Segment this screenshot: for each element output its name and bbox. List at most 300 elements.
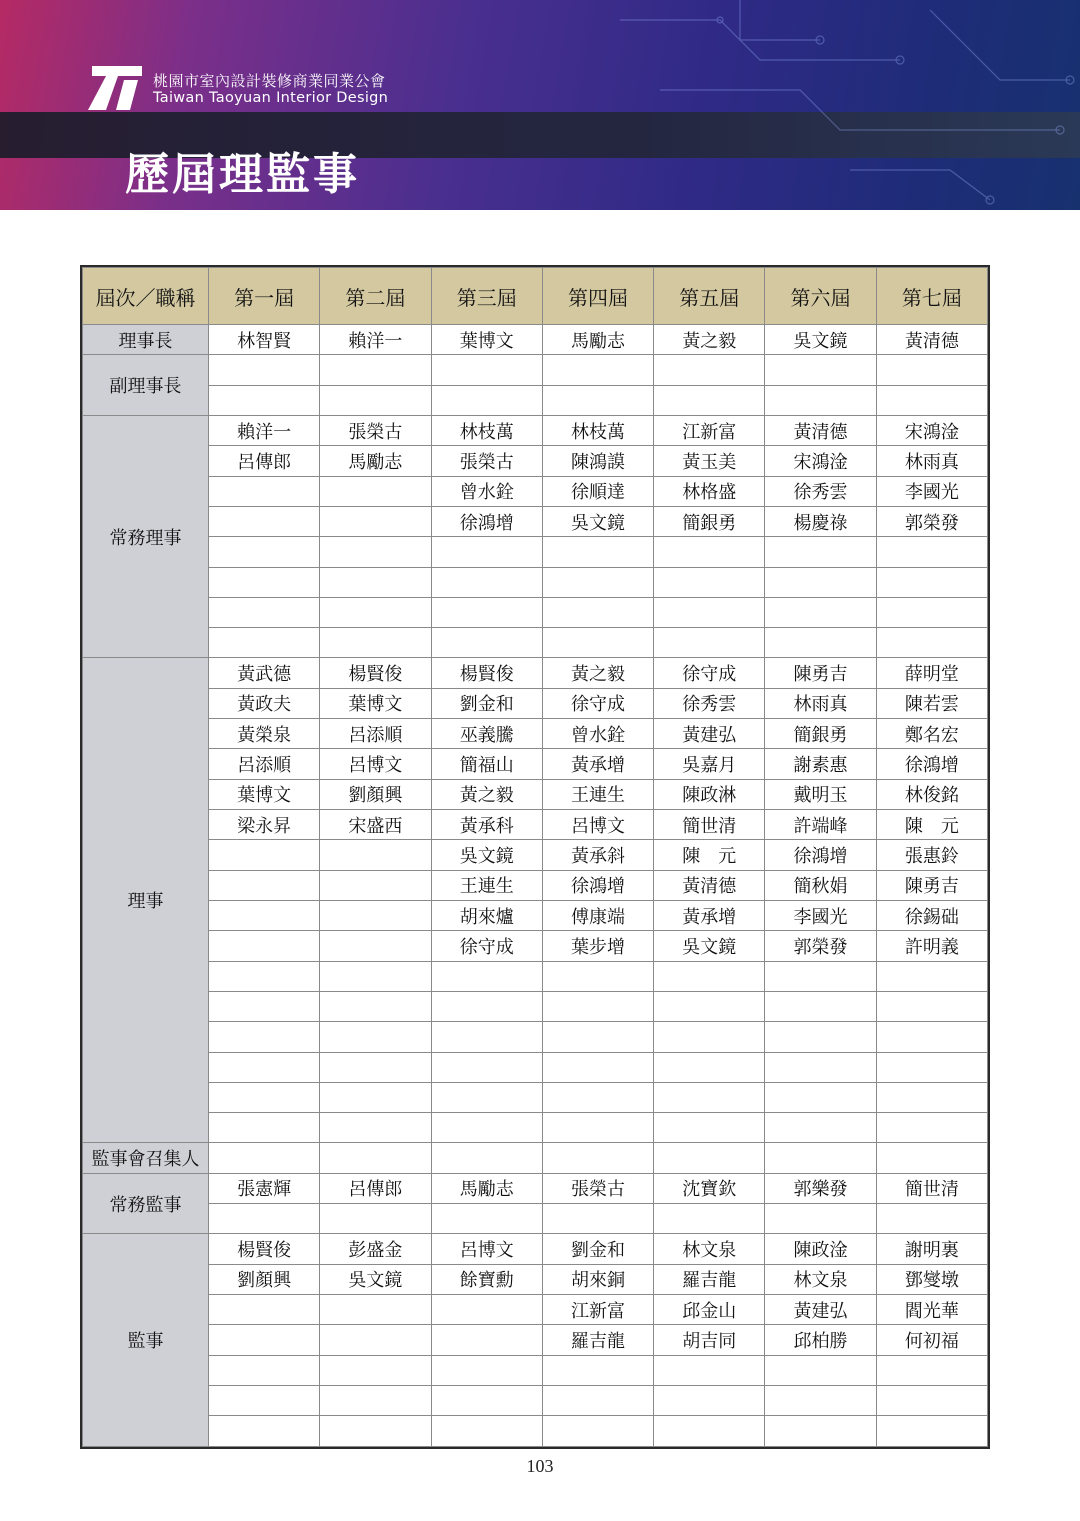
member-name-cell: 彭盛金 (320, 1234, 431, 1264)
member-name-cell: 林智賢 (209, 325, 320, 355)
member-name-cell: 徐鴻增 (542, 870, 653, 900)
member-name-cell (654, 991, 765, 1021)
member-name-cell (876, 1052, 987, 1082)
member-name-cell: 胡來爐 (431, 900, 542, 930)
member-name-cell: 葉步增 (542, 931, 653, 961)
member-name-cell: 吳文鏡 (431, 840, 542, 870)
table-row (83, 506, 988, 536)
table-row (83, 567, 988, 597)
member-name-cell: 吳文鏡 (320, 1264, 431, 1294)
member-name-cell: 邱柏勝 (765, 1325, 876, 1355)
member-name-cell: 徐鴻增 (431, 506, 542, 536)
member-name-cell: 徐守成 (542, 688, 653, 718)
member-name-cell: 黃清德 (654, 870, 765, 900)
member-name-cell (320, 870, 431, 900)
member-name-cell (542, 1355, 653, 1385)
member-name-cell (320, 900, 431, 930)
member-name-cell (431, 537, 542, 567)
member-name-cell (431, 1355, 542, 1385)
member-name-cell: 許端峰 (765, 810, 876, 840)
member-name-cell: 賴洋一 (209, 415, 320, 445)
table-row (83, 1143, 988, 1173)
member-name-cell (542, 991, 653, 1021)
member-name-cell (654, 567, 765, 597)
table-row (83, 810, 988, 840)
table-row (83, 900, 988, 930)
table-row (83, 749, 988, 779)
member-name-cell: 林格盛 (654, 476, 765, 506)
member-name-cell: 陳政淋 (654, 779, 765, 809)
member-name-cell (320, 1022, 431, 1052)
member-name-cell: 羅吉龍 (654, 1264, 765, 1294)
table-row (83, 415, 988, 445)
member-name-cell (320, 1325, 431, 1355)
member-name-cell: 餘寶勳 (431, 1264, 542, 1294)
member-name-cell: 沈寶欽 (654, 1173, 765, 1203)
member-name-cell (542, 1416, 653, 1447)
member-name-cell: 徐鴻增 (876, 749, 987, 779)
header-banner (0, 0, 1080, 210)
member-name-cell: 黃建弘 (765, 1295, 876, 1325)
member-name-cell (320, 1295, 431, 1325)
member-name-cell: 陳勇吉 (876, 870, 987, 900)
member-name-cell: 黃玉美 (654, 446, 765, 476)
member-name-cell (876, 1355, 987, 1385)
member-name-cell (320, 476, 431, 506)
member-name-cell: 江新富 (654, 415, 765, 445)
table-row (83, 931, 988, 961)
member-name-cell: 呂傳郎 (320, 1173, 431, 1203)
member-name-cell (209, 931, 320, 961)
table-row (83, 779, 988, 809)
member-name-cell: 鄧燮墩 (876, 1264, 987, 1294)
table-row (83, 1082, 988, 1112)
member-name-cell (765, 385, 876, 415)
member-name-cell (765, 1082, 876, 1112)
table-row (83, 1234, 988, 1264)
table-row (83, 1355, 988, 1385)
member-name-cell: 徐錫础 (876, 900, 987, 930)
member-name-cell (654, 628, 765, 658)
role-label: 副理事長 (83, 355, 209, 416)
table-row (83, 1022, 988, 1052)
member-name-cell (320, 840, 431, 870)
member-name-cell (209, 506, 320, 536)
member-name-cell (542, 1385, 653, 1415)
member-name-cell (431, 1325, 542, 1355)
page-title: 歷屆理監事 (125, 149, 360, 200)
member-name-cell: 黃之毅 (542, 658, 653, 688)
member-name-cell: 張榮古 (542, 1173, 653, 1203)
member-name-cell (209, 1082, 320, 1112)
member-name-cell (876, 567, 987, 597)
member-name-cell (431, 567, 542, 597)
member-name-cell (320, 991, 431, 1021)
column-header: 第六屆 (765, 268, 876, 325)
table-row (83, 446, 988, 476)
member-name-cell (320, 597, 431, 627)
member-name-cell (209, 961, 320, 991)
member-name-cell (765, 1052, 876, 1082)
member-name-cell: 王連生 (542, 779, 653, 809)
table-row (83, 1204, 988, 1234)
column-header: 第三屆 (431, 268, 542, 325)
member-name-cell (654, 1385, 765, 1415)
member-name-cell: 葉博文 (209, 779, 320, 809)
table-row (83, 688, 988, 718)
member-name-cell: 吳文鏡 (542, 506, 653, 536)
member-name-cell: 張憲輝 (209, 1173, 320, 1203)
member-name-cell: 簡秋娟 (765, 870, 876, 900)
table-row (83, 1173, 988, 1203)
member-name-cell (765, 597, 876, 627)
board-members-table-wrapper (80, 265, 990, 1449)
member-name-cell: 黃榮泉 (209, 719, 320, 749)
member-name-cell (654, 1113, 765, 1143)
member-name-cell (431, 385, 542, 415)
member-name-cell (209, 840, 320, 870)
role-label: 常務理事 (83, 415, 209, 658)
member-name-cell (876, 1385, 987, 1415)
member-name-cell: 呂博文 (542, 810, 653, 840)
table-row (83, 476, 988, 506)
table-row (83, 991, 988, 1021)
member-name-cell (542, 537, 653, 567)
member-name-cell: 吳嘉月 (654, 749, 765, 779)
member-name-cell (876, 1416, 987, 1447)
member-name-cell (209, 1052, 320, 1082)
column-header: 第二屆 (320, 268, 431, 325)
member-name-cell (431, 355, 542, 385)
member-name-cell (542, 567, 653, 597)
role-label: 理事長 (83, 325, 209, 355)
member-name-cell: 郭榮發 (876, 506, 987, 536)
table-header-row (83, 268, 988, 325)
member-name-cell: 陳鴻謨 (542, 446, 653, 476)
member-name-cell (765, 1113, 876, 1143)
member-name-cell: 胡來銅 (542, 1264, 653, 1294)
member-name-cell (209, 476, 320, 506)
role-label: 監事會召集人 (83, 1143, 209, 1173)
role-label: 監事 (83, 1234, 209, 1447)
member-name-cell (209, 1143, 320, 1173)
member-name-cell: 徐鴻增 (765, 840, 876, 870)
member-name-cell (542, 385, 653, 415)
member-name-cell: 徐順達 (542, 476, 653, 506)
member-name-cell (209, 870, 320, 900)
member-name-cell: 謝素惠 (765, 749, 876, 779)
member-name-cell: 曾水銓 (542, 719, 653, 749)
member-name-cell: 鄭名宏 (876, 719, 987, 749)
member-name-cell (542, 961, 653, 991)
member-name-cell (209, 597, 320, 627)
member-name-cell (765, 1416, 876, 1447)
member-name-cell: 宋鴻淦 (876, 415, 987, 445)
member-name-cell (320, 1052, 431, 1082)
member-name-cell (654, 1022, 765, 1052)
member-name-cell (431, 1143, 542, 1173)
member-name-cell: 邱金山 (654, 1295, 765, 1325)
member-name-cell: 葉博文 (431, 325, 542, 355)
member-name-cell (209, 1385, 320, 1415)
member-name-cell (431, 1113, 542, 1143)
member-name-cell: 薛明堂 (876, 658, 987, 688)
table-row (83, 961, 988, 991)
member-name-cell: 林文泉 (654, 1234, 765, 1264)
table-row (83, 385, 988, 415)
member-name-cell (765, 628, 876, 658)
member-name-cell (431, 1416, 542, 1447)
member-name-cell (876, 597, 987, 627)
table-row (83, 719, 988, 749)
member-name-cell (876, 628, 987, 658)
member-name-cell (209, 385, 320, 415)
member-name-cell (765, 537, 876, 567)
member-name-cell (765, 1143, 876, 1173)
member-name-cell (320, 628, 431, 658)
member-name-cell: 楊賢俊 (209, 1234, 320, 1264)
member-name-cell: 林枝萬 (431, 415, 542, 445)
member-name-cell: 陳政淦 (765, 1234, 876, 1264)
member-name-cell (431, 1385, 542, 1415)
member-name-cell: 江新富 (542, 1295, 653, 1325)
member-name-cell (209, 1355, 320, 1385)
role-label: 理事 (83, 658, 209, 1143)
member-name-cell: 吳文鏡 (765, 325, 876, 355)
member-name-cell: 張惠鈴 (876, 840, 987, 870)
column-header: 第四屆 (542, 268, 653, 325)
member-name-cell (654, 597, 765, 627)
column-header: 第一屆 (209, 268, 320, 325)
member-name-cell (320, 1143, 431, 1173)
table-row (83, 840, 988, 870)
member-name-cell (320, 355, 431, 385)
member-name-cell: 戴明玉 (765, 779, 876, 809)
member-name-cell (765, 961, 876, 991)
member-name-cell: 劉顏興 (320, 779, 431, 809)
member-name-cell (542, 1022, 653, 1052)
member-name-cell (765, 355, 876, 385)
table-row (83, 1295, 988, 1325)
member-name-cell: 何初福 (876, 1325, 987, 1355)
member-name-cell (542, 1204, 653, 1234)
member-name-cell: 劉金和 (542, 1234, 653, 1264)
member-name-cell (209, 1295, 320, 1325)
member-name-cell: 楊賢俊 (320, 658, 431, 688)
member-name-cell (765, 1355, 876, 1385)
table-row (83, 628, 988, 658)
member-name-cell (209, 1204, 320, 1234)
member-name-cell (209, 991, 320, 1021)
member-name-cell (542, 1143, 653, 1173)
table-body (83, 325, 988, 1447)
table-row (83, 1385, 988, 1415)
member-name-cell (431, 991, 542, 1021)
member-name-cell: 呂博文 (431, 1234, 542, 1264)
member-name-cell: 陳 元 (876, 810, 987, 840)
member-name-cell (320, 961, 431, 991)
member-name-cell (431, 597, 542, 627)
member-name-cell (876, 385, 987, 415)
member-name-cell (431, 1022, 542, 1052)
member-name-cell (431, 1052, 542, 1082)
member-name-cell: 陳若雲 (876, 688, 987, 718)
member-name-cell (320, 567, 431, 597)
member-name-cell (765, 567, 876, 597)
member-name-cell: 胡吉同 (654, 1325, 765, 1355)
member-name-cell (431, 628, 542, 658)
association-logo-icon (86, 66, 142, 110)
member-name-cell (542, 628, 653, 658)
table-row (83, 325, 988, 355)
member-name-cell: 王連生 (431, 870, 542, 900)
member-name-cell: 羅吉龍 (542, 1325, 653, 1355)
member-name-cell: 許明義 (876, 931, 987, 961)
member-name-cell (765, 991, 876, 1021)
member-name-cell: 黃武德 (209, 658, 320, 688)
member-name-cell (876, 961, 987, 991)
member-name-cell (654, 1416, 765, 1447)
member-name-cell (542, 1082, 653, 1112)
member-name-cell (209, 567, 320, 597)
member-name-cell: 張榮古 (320, 415, 431, 445)
member-name-cell: 黃承斜 (542, 840, 653, 870)
column-header: 屆次／職稱 (83, 268, 209, 325)
member-name-cell (654, 961, 765, 991)
member-name-cell: 黃承科 (431, 810, 542, 840)
org-name-cn: 桃園市室內設計裝修商業同業公會 (153, 72, 386, 90)
member-name-cell: 陳 元 (654, 840, 765, 870)
table-row (83, 1264, 988, 1294)
member-name-cell: 黃建弘 (654, 719, 765, 749)
member-name-cell (320, 537, 431, 567)
member-name-cell (876, 1204, 987, 1234)
member-name-cell (320, 506, 431, 536)
member-name-cell: 徐守成 (431, 931, 542, 961)
member-name-cell (765, 1204, 876, 1234)
member-name-cell (320, 1385, 431, 1415)
member-name-cell (876, 355, 987, 385)
member-name-cell (765, 1022, 876, 1052)
member-name-cell: 簡世清 (654, 810, 765, 840)
table-row (83, 870, 988, 900)
member-name-cell: 郭榮發 (765, 931, 876, 961)
member-name-cell: 呂添順 (320, 719, 431, 749)
member-name-cell (542, 1052, 653, 1082)
member-name-cell: 李國光 (876, 476, 987, 506)
member-name-cell: 徐秀雲 (654, 688, 765, 718)
member-name-cell: 馬勵志 (431, 1173, 542, 1203)
member-name-cell: 巫義騰 (431, 719, 542, 749)
member-name-cell (209, 355, 320, 385)
member-name-cell (320, 1204, 431, 1234)
member-name-cell (431, 961, 542, 991)
member-name-cell (320, 1355, 431, 1385)
member-name-cell: 簡世清 (876, 1173, 987, 1203)
member-name-cell: 簡銀勇 (765, 719, 876, 749)
member-name-cell (765, 1385, 876, 1415)
member-name-cell (431, 1082, 542, 1112)
member-name-cell: 李國光 (765, 900, 876, 930)
member-name-cell (876, 1113, 987, 1143)
member-name-cell: 閻光華 (876, 1295, 987, 1325)
member-name-cell (209, 1325, 320, 1355)
member-name-cell: 陳勇吉 (765, 658, 876, 688)
member-name-cell: 黃承增 (542, 749, 653, 779)
member-name-cell: 劉顏興 (209, 1264, 320, 1294)
member-name-cell: 呂傳郎 (209, 446, 320, 476)
member-name-cell: 黃清德 (876, 325, 987, 355)
board-members-table (82, 267, 988, 1447)
member-name-cell (876, 991, 987, 1021)
table-row (83, 537, 988, 567)
member-name-cell: 劉金和 (431, 688, 542, 718)
member-name-cell: 傅康端 (542, 900, 653, 930)
member-name-cell: 馬勵志 (320, 446, 431, 476)
member-name-cell: 簡福山 (431, 749, 542, 779)
role-label: 常務監事 (83, 1173, 209, 1234)
column-header: 第五屆 (654, 268, 765, 325)
member-name-cell (209, 537, 320, 567)
page-number: 103 (526, 1456, 554, 1476)
member-name-cell: 黃承增 (654, 900, 765, 930)
member-name-cell (209, 1022, 320, 1052)
member-name-cell (654, 537, 765, 567)
member-name-cell: 黃清德 (765, 415, 876, 445)
member-name-cell: 賴洋一 (320, 325, 431, 355)
table-row (83, 1052, 988, 1082)
member-name-cell (876, 537, 987, 567)
member-name-cell: 黃之毅 (431, 779, 542, 809)
table-row (83, 1325, 988, 1355)
member-name-cell: 呂博文 (320, 749, 431, 779)
member-name-cell: 林雨真 (765, 688, 876, 718)
member-name-cell (320, 931, 431, 961)
member-name-cell (431, 1295, 542, 1325)
member-name-cell: 葉博文 (320, 688, 431, 718)
member-name-cell (876, 1022, 987, 1052)
member-name-cell (209, 1416, 320, 1447)
member-name-cell (542, 355, 653, 385)
member-name-cell (209, 1113, 320, 1143)
member-name-cell: 林俊銘 (876, 779, 987, 809)
member-name-cell (654, 385, 765, 415)
member-name-cell (431, 1204, 542, 1234)
member-name-cell (320, 1082, 431, 1112)
member-name-cell (320, 1113, 431, 1143)
member-name-cell: 簡銀勇 (654, 506, 765, 536)
member-name-cell (320, 385, 431, 415)
table-row (83, 1113, 988, 1143)
column-header: 第七屆 (876, 268, 987, 325)
member-name-cell: 黃之毅 (654, 325, 765, 355)
table-row (83, 1416, 988, 1447)
member-name-cell (542, 597, 653, 627)
member-name-cell: 徐守成 (654, 658, 765, 688)
member-name-cell (654, 355, 765, 385)
member-name-cell: 楊慶祿 (765, 506, 876, 536)
org-name-en: Taiwan Taoyuan Interior Design (153, 90, 389, 106)
member-name-cell (542, 1113, 653, 1143)
table-row (83, 597, 988, 627)
member-name-cell: 梁永昇 (209, 810, 320, 840)
table-row (83, 658, 988, 688)
member-name-cell (654, 1355, 765, 1385)
member-name-cell: 林枝萬 (542, 415, 653, 445)
member-name-cell: 黃政夫 (209, 688, 320, 718)
member-name-cell: 呂添順 (209, 749, 320, 779)
member-name-cell: 郭樂發 (765, 1173, 876, 1203)
